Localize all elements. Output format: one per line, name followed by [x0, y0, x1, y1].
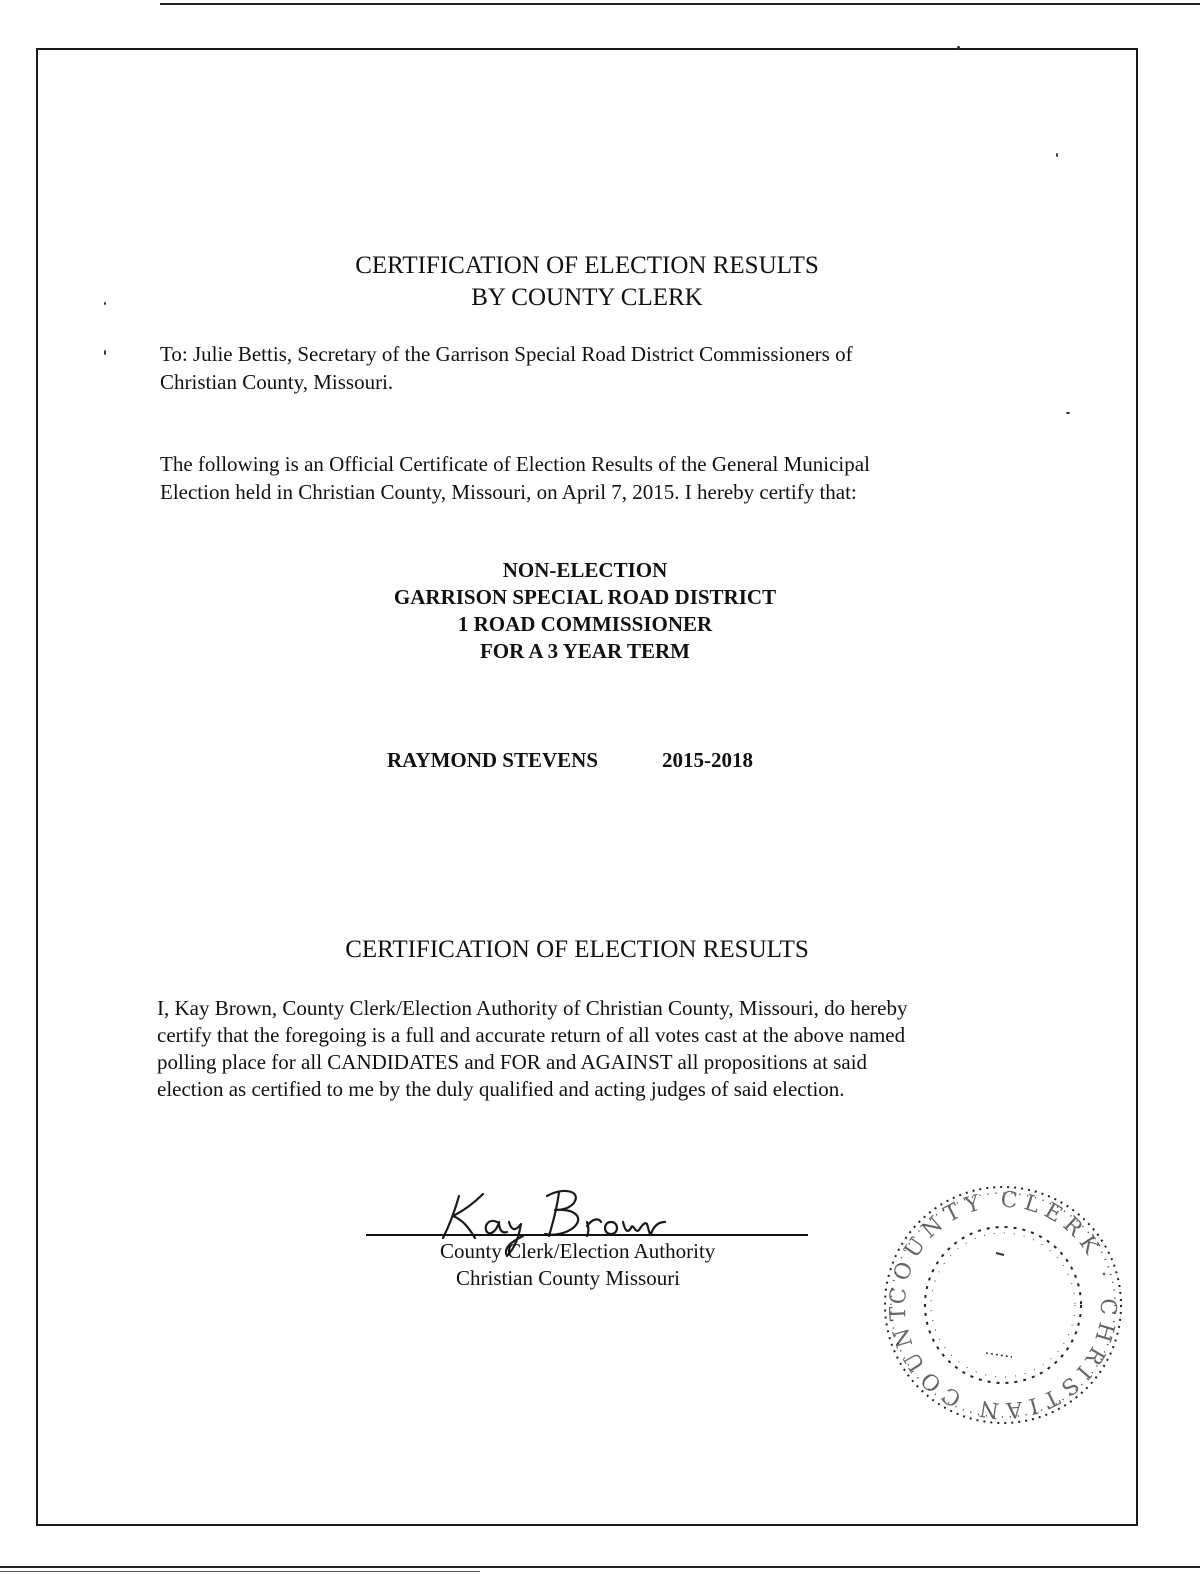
- signer-county: Christian County Missouri: [456, 1266, 681, 1290]
- scan-speck: [1066, 412, 1070, 414]
- office-line: FOR A 3 YEAR TERM: [479, 639, 691, 663]
- intro-line: The following is an Official Certificate of Election Results of the General Municipal: [160, 452, 870, 476]
- county-seal-icon: [868, 1175, 1138, 1440]
- office-line: NON-ELECTION: [502, 558, 668, 582]
- addressee-line: Christian County, Missouri.: [160, 370, 394, 394]
- winner-name: RAYMOND STEVENS: [387, 748, 599, 772]
- certification-line: I, Kay Brown, County Clerk/Election Authority of Christian County, Missouri, do hereby: [157, 996, 908, 1020]
- intro-line: Election held in Christian County, Missouri, on April 7, 2015. I hereby certify that:: [160, 480, 857, 504]
- signer-title: County Clerk/Election Authority: [440, 1239, 716, 1263]
- scan-speck: [1056, 153, 1058, 157]
- scan-edge-bottom: [0, 1566, 1200, 1568]
- certification-line: polling place for all CANDIDATES and FOR and AGAINST all propositions at said: [157, 1050, 868, 1074]
- office-line: GARRISON SPECIAL ROAD DISTRICT: [393, 585, 777, 609]
- scan-edge-top: [160, 3, 1200, 5]
- addressee-line: To: Julie Bettis, Secretary of the Garrison Special Road District Commissioners of: [160, 342, 853, 366]
- svg-text:COUNTY CLERK · CHRISTIAN COUNT: [868, 1175, 1120, 1423]
- scan-edge-bottom-inner: [0, 1571, 480, 1572]
- document-subtitle: BY COUNTY CLERK: [471, 284, 703, 311]
- document-title: CERTIFICATION OF ELECTION RESULTS: [355, 252, 819, 279]
- scan-speck: [957, 46, 960, 49]
- office-block: [0, 557, 1170, 665]
- seal-text: COUNTY CLERK · CHRISTIAN COUNT: [885, 1187, 1121, 1423]
- certification-line: election as certified to me by the duly qualified and acting judges of said election.: [157, 1077, 845, 1101]
- certification-line: certify that the foregoing is a full and accurate return of all votes cast at the above named: [157, 1023, 906, 1047]
- scan-speck: [104, 350, 106, 355]
- winner-term: 2015-2018: [662, 748, 753, 772]
- signature-line: [366, 1234, 808, 1236]
- certification-heading: CERTIFICATION OF ELECTION RESULTS: [345, 936, 809, 963]
- office-line: 1 ROAD COMMISSIONER: [457, 612, 713, 636]
